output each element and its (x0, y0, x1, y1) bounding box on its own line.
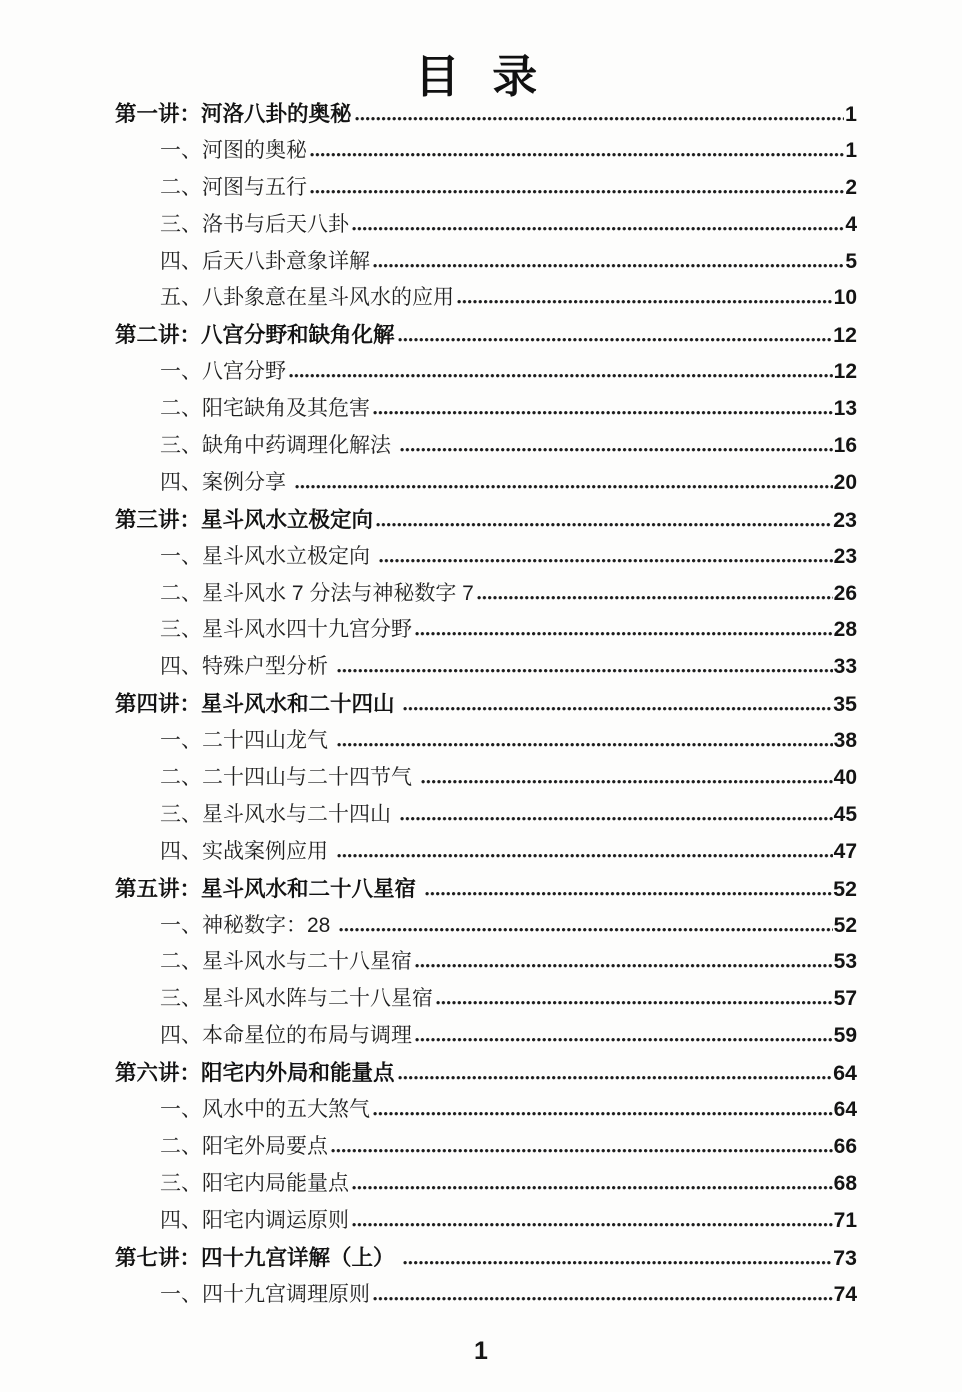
dot-leader (400, 447, 833, 452)
toc-entry-page: 68 (833, 1171, 857, 1195)
dot-leader (415, 631, 833, 636)
dot-leader (421, 779, 833, 784)
toc-entry[interactable] (115, 908, 857, 945)
toc-entry-title: 四、本命星位的布局与调理 (160, 1024, 412, 1048)
toc-entry-title: 二、星斗风水与二十八星宿 (160, 950, 412, 974)
dot-leader (400, 816, 833, 821)
dot-leader (373, 410, 833, 415)
dot-leader (337, 742, 833, 747)
dot-leader (331, 1148, 833, 1153)
toc-entry-page: 38 (833, 729, 857, 753)
toc-entry-title: 一、四十九宫调理原则 (160, 1282, 370, 1306)
toc-entry-page: 64 (833, 1061, 857, 1086)
toc-entry-title: 二、二十四山与二十四节气 (160, 766, 418, 790)
toc-entry-title: 第一讲：河洛八卦的奥秘 (115, 102, 352, 126)
dot-leader (373, 1296, 833, 1301)
toc-entry[interactable] (115, 133, 857, 170)
toc-entry-title: 二、星斗风水 7 分法与神秘数字 7 (160, 581, 474, 605)
dot-leader (398, 337, 833, 342)
dot-leader (339, 927, 832, 932)
toc-entry-page: 57 (833, 987, 857, 1011)
dot-leader (415, 963, 833, 968)
dot-leader (436, 1000, 833, 1005)
page-title: 目 录 (414, 51, 548, 102)
toc-entry-page: 12 (833, 323, 857, 348)
toc-entry-title: 二、河图与五行 (160, 175, 307, 199)
toc-entry-page: 52 (833, 876, 857, 901)
toc-entry[interactable] (115, 207, 857, 244)
footer-page-number: 1 (474, 1337, 488, 1365)
toc-entry[interactable] (115, 170, 857, 207)
toc-entry[interactable] (115, 317, 857, 354)
toc-entry-page: 4 (845, 212, 857, 236)
dot-leader (289, 373, 833, 378)
dot-leader (352, 1185, 833, 1190)
toc-entry-page: 23 (833, 507, 857, 532)
dot-leader (352, 1222, 833, 1227)
toc-entry-page: 26 (833, 581, 857, 605)
dot-leader (403, 706, 832, 711)
toc-entry[interactable] (115, 539, 857, 576)
toc-entry-page: 71 (833, 1208, 857, 1232)
toc-entry[interactable] (115, 834, 857, 871)
toc-entry-page: 2 (845, 175, 857, 199)
toc-entry[interactable] (115, 760, 857, 797)
toc-entry-page: 13 (833, 397, 857, 421)
toc-entry[interactable] (115, 1018, 857, 1055)
toc-entry[interactable] (115, 280, 857, 317)
dot-leader (403, 1260, 832, 1265)
toc-entry-page: 45 (833, 802, 857, 826)
toc-entry[interactable] (115, 502, 857, 539)
toc-entry[interactable] (115, 944, 857, 981)
toc-entry[interactable] (115, 1129, 857, 1166)
toc-entry-title: 第三讲：星斗风水立极定向 (115, 507, 374, 532)
toc-entry-page: 40 (833, 766, 857, 790)
toc-entry-title: 第六讲：阳宅内外局和能量点 (115, 1061, 395, 1086)
dot-leader (379, 558, 833, 563)
toc-entry-page: 35 (833, 692, 857, 717)
dot-leader (373, 263, 844, 268)
dot-leader (310, 152, 844, 157)
toc-entry-title: 二、阳宅缺角及其危害 (160, 397, 370, 421)
toc-entry[interactable] (115, 649, 857, 686)
toc-entry-page: 28 (833, 618, 857, 642)
toc-entry-title: 一、神秘数字：28 (160, 913, 337, 937)
toc-entry-title: 一、河图的奥秘 (160, 138, 307, 162)
toc-entry-page: 12 (833, 360, 857, 384)
toc-entry-title: 第五讲：星斗风水和二十八星宿 (115, 876, 422, 901)
toc-entry-title: 四、阳宅内调运原则 (160, 1208, 349, 1232)
toc-entry-title: 四、实战案例应用 (160, 839, 334, 863)
dot-leader (477, 595, 833, 600)
toc-entry[interactable] (115, 612, 857, 649)
toc-entry-title: 一、星斗风水立极定向 (160, 544, 376, 568)
toc-entry-page: 52 (833, 913, 857, 937)
toc-entry[interactable] (115, 576, 857, 613)
toc-entry-title: 三、阳宅内局能量点 (160, 1171, 349, 1195)
toc-entry[interactable] (115, 354, 857, 391)
toc-entry[interactable] (115, 871, 857, 908)
toc-entry-page: 33 (833, 655, 857, 679)
toc-entry-title: 四、后天八卦意象详解 (160, 249, 370, 273)
toc-entry-page: 66 (833, 1134, 857, 1158)
toc-entry[interactable] (115, 686, 857, 723)
toc-list (115, 96, 857, 1313)
toc-entry-page: 1 (845, 138, 857, 162)
dot-leader (352, 226, 844, 231)
dot-leader (373, 1111, 833, 1116)
toc-entry-title: 三、星斗风水阵与二十八星宿 (160, 987, 433, 1011)
toc-entry-page: 47 (833, 839, 857, 863)
toc-entry-page: 23 (833, 544, 857, 568)
toc-entry-title: 第七讲：四十九宫详解（上） (115, 1245, 401, 1270)
dot-leader (355, 116, 845, 121)
toc-entry[interactable] (115, 391, 857, 428)
dot-leader (337, 853, 833, 858)
toc-entry[interactable] (115, 428, 857, 465)
toc-entry-page: 1 (845, 102, 857, 126)
dot-leader (415, 1037, 833, 1042)
dot-leader (425, 891, 832, 896)
toc-entry-title: 四、特殊户型分析 (160, 655, 334, 679)
toc-entry-title: 三、缺角中药调理化解法 (160, 434, 397, 458)
toc-entry-page: 53 (833, 950, 857, 974)
toc-entry[interactable] (115, 1203, 857, 1240)
dot-leader (295, 484, 833, 489)
toc-entry[interactable] (115, 96, 857, 133)
toc-entry-page: 16 (833, 434, 857, 458)
toc-entry[interactable] (115, 1277, 857, 1314)
dot-leader (376, 522, 832, 527)
toc-entry-title: 二、阳宅外局要点 (160, 1134, 328, 1158)
dot-leader (457, 299, 833, 304)
toc-entry-title: 三、洛书与后天八卦 (160, 212, 349, 236)
toc-entry-page: 73 (833, 1245, 857, 1270)
dot-leader (398, 1075, 833, 1080)
toc-entry-title: 五、八卦象意在星斗风水的应用 (160, 286, 454, 310)
toc-entry[interactable] (115, 1240, 857, 1277)
toc-entry-page: 5 (845, 249, 857, 273)
toc-entry-title: 三、星斗风水与二十四山 (160, 802, 397, 826)
toc-entry[interactable] (115, 797, 857, 834)
toc-entry[interactable] (115, 981, 857, 1018)
toc-entry-title: 第四讲：星斗风水和二十四山 (115, 692, 401, 717)
toc-entry[interactable] (115, 1055, 857, 1092)
toc-entry-page: 64 (833, 1098, 857, 1122)
toc-entry[interactable] (115, 1092, 857, 1129)
toc-entry-title: 四、案例分享 (160, 470, 292, 494)
toc-entry-title: 一、八宫分野 (160, 360, 286, 384)
toc-entry-title: 三、星斗风水四十九宫分野 (160, 618, 412, 642)
toc-entry[interactable] (115, 723, 857, 760)
toc-entry-page: 10 (833, 286, 857, 310)
toc-entry-title: 一、风水中的五大煞气 (160, 1098, 370, 1122)
toc-entry-title: 一、二十四山龙气 (160, 729, 334, 753)
toc-entry[interactable] (115, 1166, 857, 1203)
dot-leader (337, 668, 833, 673)
toc-entry-page: 59 (833, 1024, 857, 1048)
toc-entry[interactable] (115, 244, 857, 281)
toc-entry-page: 74 (833, 1282, 857, 1306)
toc-entry-title: 第二讲：八宫分野和缺角化解 (115, 323, 395, 348)
toc-entry[interactable] (115, 465, 857, 502)
dot-leader (310, 189, 844, 194)
toc-entry-page: 20 (833, 470, 857, 494)
